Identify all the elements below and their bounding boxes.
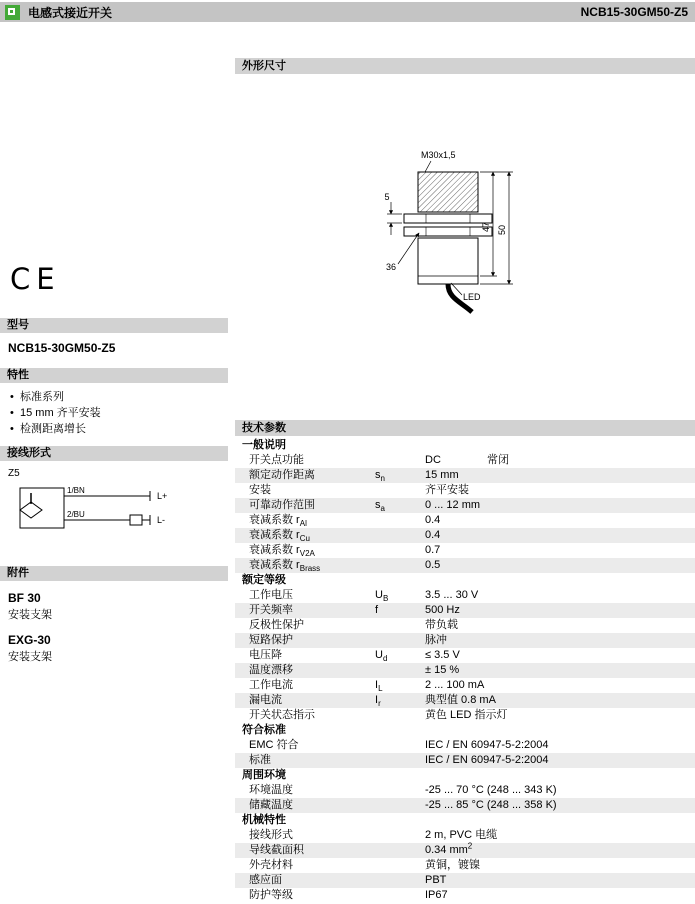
accessory-name: EXG-30 — [8, 633, 51, 647]
tech-row — [235, 633, 695, 648]
wire-bottom-label: 2/BU — [67, 510, 85, 519]
tech-row-value: ≤ 3.5 V — [425, 649, 460, 661]
tech-row — [235, 858, 695, 873]
tech-row-label: 工作电压 — [249, 589, 293, 601]
tech-row-label: 反极性保护 — [249, 619, 304, 631]
tech-row-value: 0.7 — [425, 544, 441, 556]
tech-row-label: 开关频率 — [249, 604, 293, 616]
feature-item: • 标准系列 — [8, 389, 223, 405]
tech-row-value: 0.4 — [425, 529, 441, 541]
tech-row-value: 15 mm — [425, 469, 459, 481]
sensor-body — [418, 238, 478, 284]
tech-row-label: 储藏温度 — [249, 799, 293, 811]
feature-item: • 检测距离增长 — [8, 421, 223, 437]
tech-row — [235, 468, 695, 483]
tech-row-symbol: $s_n$ — [375, 469, 385, 484]
tech-row-label: 感应面 — [249, 874, 282, 886]
tech-row — [235, 738, 695, 753]
tech-row-label: 可靠动作范围 — [249, 499, 315, 511]
product-category-title: 电感式接近开关 — [28, 5, 113, 20]
accessory-name: BF 30 — [8, 591, 41, 605]
dimension-drawing — [235, 80, 695, 416]
tech-row-value: 500 Hz — [425, 604, 460, 616]
tech-row-label: 衰减系数 $r_{Al}$ — [249, 514, 307, 528]
tech-section-title: 机械特性 — [242, 814, 286, 826]
tech-row — [235, 588, 695, 603]
tech-row — [235, 873, 695, 888]
thread-size-label: M30x1,5 — [421, 150, 456, 160]
tech-row — [235, 543, 695, 558]
tech-row-label: 接线形式 — [249, 829, 293, 841]
tech-row-label: 工作电流 — [249, 679, 293, 691]
dimension-36-label: 36 — [385, 262, 397, 272]
tech-row — [235, 798, 695, 813]
tech-row-value: 齐平安装 — [425, 484, 469, 496]
tech-row-label: 导线截面积 — [249, 844, 304, 856]
tech-row-label: 防护等级 — [249, 889, 293, 901]
dimension-50-label: 50 — [497, 224, 507, 236]
tech-row-value: 3.5 ... 30 V — [425, 589, 479, 601]
tech-row-value: IEC / EN 60947-5-2:2004 — [425, 754, 549, 766]
tech-row — [235, 693, 695, 708]
tech-row-label: 外壳材料 — [249, 859, 293, 871]
features-list — [8, 389, 223, 437]
tech-row-value: 0.5 — [425, 559, 441, 571]
tech-row-label: 短路保护 — [249, 634, 293, 646]
tech-row — [235, 828, 695, 843]
tech-row — [235, 603, 695, 618]
features-section-header: 特性 — [0, 368, 228, 383]
tech-row — [235, 678, 695, 693]
model-value: NCB15-30GM50-Z5 — [8, 341, 116, 355]
tech-row-label: 电压降 — [249, 649, 282, 661]
tech-row-value: 0.34 $mm^2$ — [425, 841, 473, 856]
tech-row-label: 开关状态指示 — [249, 709, 315, 721]
tech-row-value: 0 ... 12 mm — [425, 499, 481, 511]
accessory-desc: 安装支架 — [8, 651, 52, 663]
accessories-section-header: 附件 — [0, 566, 228, 581]
sensor-nut-2 — [404, 227, 492, 236]
load-symbol — [130, 515, 142, 525]
brand-logo-icon — [5, 5, 20, 20]
tech-row-value: 脉冲 — [425, 634, 447, 646]
tech-row-label: 温度漂移 — [249, 664, 293, 676]
tech-row-label: 衰减系数 $r_{Brass}$ — [249, 559, 321, 573]
tech-row-value: IP67 — [425, 889, 448, 901]
tech-parameter-table — [235, 438, 695, 903]
model-section-header: 型号 — [0, 318, 228, 333]
tech-row-label: 标准 — [249, 754, 271, 766]
tech-row-symbol: $I_r$ — [375, 694, 381, 709]
brand-logo-inner-square — [8, 8, 15, 15]
tech-row — [235, 843, 695, 858]
tech-row-value: 黄色 LED 指示灯 — [425, 709, 508, 721]
tech-row-value: 2 ... 100 mA — [425, 679, 485, 691]
dimension-5-label: 5 — [384, 192, 390, 202]
tech-row-label: 额定动作距离 — [249, 469, 315, 481]
tech-row-label: EMC 符合 — [249, 739, 299, 751]
tech-row — [235, 453, 695, 468]
tech-row-value: PBT — [425, 874, 447, 886]
tech-section-title: 符合标准 — [242, 724, 286, 736]
tech-row-label: 安装 — [249, 484, 271, 496]
feature-item: • 15 mm 齐平安装 — [8, 405, 223, 421]
tech-row — [235, 708, 695, 723]
tech-section-title: 额定等级 — [242, 574, 286, 586]
sensor-symbol-box — [20, 488, 64, 528]
tech-row-value: 2 m, PVC 电缆 — [425, 829, 498, 841]
tech-row-symbol: $s_a$ — [375, 499, 385, 514]
tech-row — [235, 483, 695, 498]
tech-section-title: 周围环境 — [242, 769, 286, 781]
tech-row — [235, 753, 695, 768]
accessory-desc: 安装支架 — [8, 609, 52, 621]
ce-mark: CE — [10, 262, 61, 296]
tech-row-value: -25 ... 70 °C (248 ... 343 K) — [425, 784, 557, 796]
tech-row — [235, 618, 695, 633]
tech-row — [235, 663, 695, 678]
tech-row-label: 漏电流 — [249, 694, 282, 706]
tech-row-label: 衰减系数 $r_{Cu}$ — [249, 529, 310, 543]
led-label: LED — [463, 292, 481, 302]
inductive-sensor-diamond-icon — [20, 502, 42, 518]
tech-row — [235, 558, 695, 573]
tech-row — [235, 498, 695, 513]
tech-row — [235, 528, 695, 543]
tech-row-symbol: $U_B$ — [375, 589, 389, 604]
tech-row-symbol: f — [375, 604, 379, 616]
accessories-list — [8, 590, 223, 674]
tech-row-symbol: $U_d$ — [375, 649, 388, 664]
tech-row-label: 衰减系数 $r_{V2A}$ — [249, 544, 315, 558]
tech-row — [235, 648, 695, 663]
terminal-plus-label: L+ — [157, 491, 168, 501]
tech-row-value: -25 ... 85 °C (248 ... 358 K) — [425, 799, 557, 811]
tech-row — [235, 888, 695, 903]
tech-row-value: IEC / EN 60947-5-2:2004 — [425, 739, 549, 751]
part-number-header: NCB15-30GM50-Z5 — [580, 5, 688, 19]
sensor-nut-1 — [404, 214, 492, 223]
wiring-diagram — [4, 464, 224, 560]
top-header-bar — [0, 2, 695, 22]
tech-row-symbol: $I_L$ — [375, 679, 383, 694]
dimension-47-label: 47 — [481, 221, 491, 233]
tech-section-header: 技术参数 — [235, 420, 695, 436]
wire-top-label: 1/BN — [67, 486, 85, 495]
tech-row-value: 带负载 — [425, 619, 458, 631]
sensor-thread-section — [418, 172, 478, 212]
dimensions-section-header: 外形尺寸 — [235, 58, 695, 74]
tech-row-value: 典型值 0.8 mA — [425, 694, 496, 706]
tech-row-value: 0.4 — [425, 514, 441, 526]
tech-row-label: 开关点功能 — [249, 454, 304, 466]
tech-row-label: 环境温度 — [249, 784, 293, 796]
tech-row-value: DC 常闭 — [425, 454, 509, 466]
terminal-minus-label: L- — [157, 515, 166, 525]
wiring-variant-label: Z5 — [8, 468, 20, 479]
wiring-section-header: 接线形式 — [0, 446, 228, 461]
tech-row — [235, 513, 695, 528]
tech-row-value: ± 15 % — [425, 664, 460, 676]
tech-section-title: 一般说明 — [242, 439, 286, 451]
tech-row — [235, 783, 695, 798]
tech-row-value: 黄铜，镀镍 — [425, 859, 480, 871]
